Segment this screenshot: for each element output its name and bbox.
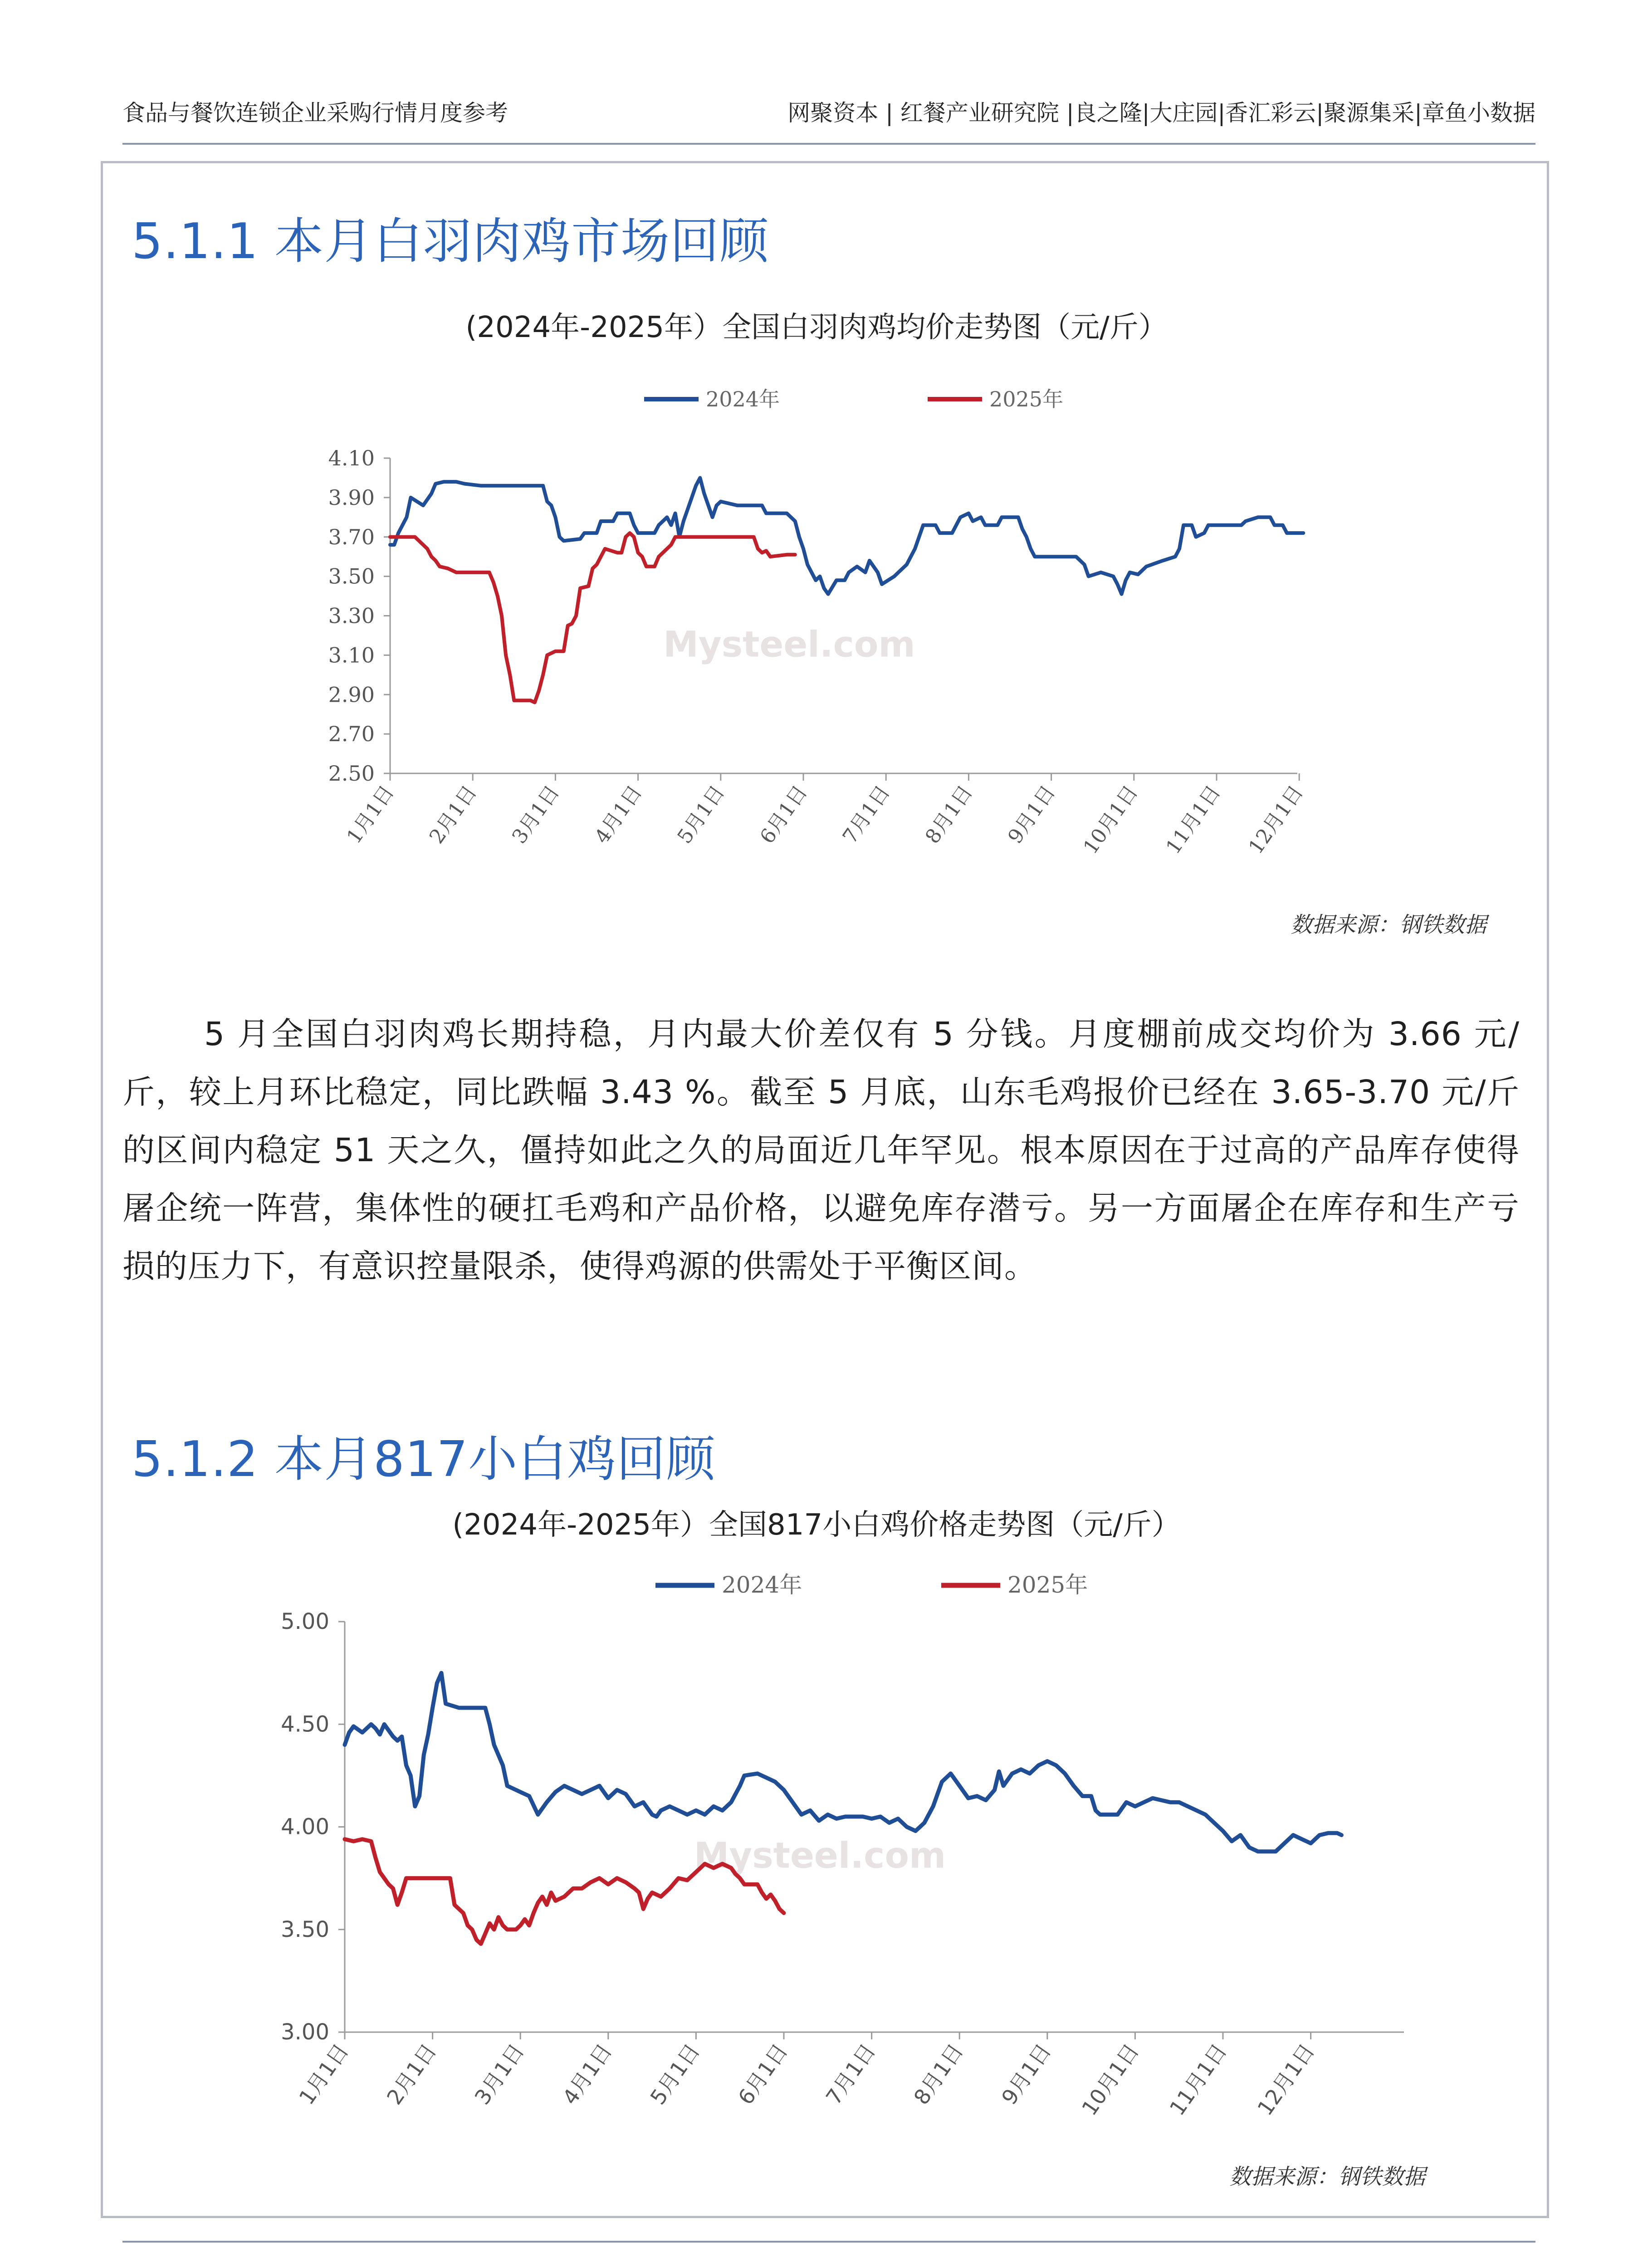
- x-tick-label: 6月1日: [733, 2039, 793, 2109]
- market-review-paragraph: 5 月全国白羽肉鸡长期持稳，月内最大价差仅有 5 分钱。月度棚前成交均价为 3.66 元/斤，较上月环比稳定，同比跌幅 3.43 %。截至 5 月底，山东毛鸡报价已经在 3.65-3.70 元/斤的区间内稳定 51 天之久，僵持如此之久的局面近几年罕见。根本原因在于过高的产品库存使得屠企统一阵营，集体性的硬扛毛鸡和产品价格，以避免库存潜亏。另一方面屠企在库存和生产亏损的压力下，有意识控量限杀，使得鸡源的供需处于平衡区间。: [122, 1015, 1520, 1285]
- x-tick-label: 10月1日: [1077, 2039, 1144, 2120]
- source-note-broiler: 数据来源：钢铁数据: [1291, 912, 1487, 938]
- section-heading-broiler: 5.1.1 本月白羽肉鸡市场回顾: [132, 213, 769, 270]
- y-tick-label: 3.70: [328, 524, 375, 549]
- y-tick-label: 2.50: [328, 761, 375, 786]
- x-tick-label: 3月1日: [469, 2039, 529, 2109]
- y-tick-label: 3.30: [328, 603, 375, 628]
- footer-rule: [122, 2241, 1535, 2243]
- x-tick-label: 3月1日: [508, 781, 564, 848]
- series-line-2024年: [345, 1673, 1341, 1852]
- section-heading-817: 5.1.2 本月817小白鸡回顾: [132, 1431, 716, 1488]
- x-tick-label: 11月1日: [1161, 781, 1226, 859]
- watermark: Mysteel.com: [663, 624, 915, 665]
- y-tick-label: 3.00: [281, 2019, 329, 2045]
- legend-label: 2024年: [722, 1572, 802, 1598]
- x-tick-label: 12月1日: [1252, 2039, 1320, 2120]
- y-tick-label: 2.70: [328, 722, 375, 747]
- x-tick-label: 5月1日: [645, 2039, 705, 2109]
- broiler-price-chart: [0, 376, 1633, 898]
- x-tick-label: 9月1日: [997, 2039, 1056, 2109]
- x-tick-label: 1月1日: [294, 2039, 354, 2109]
- x-tick-label: 8月1日: [921, 781, 978, 848]
- watermark: Mysteel.com: [694, 1835, 946, 1877]
- legend-label: 2025年: [989, 387, 1064, 411]
- x-tick-label: 6月1日: [755, 781, 812, 848]
- y-tick-label: 3.50: [328, 564, 375, 589]
- x-tick-label: 2月1日: [382, 2039, 441, 2109]
- x-tick-label: 1月1日: [342, 781, 399, 848]
- legend-label: 2025年: [1007, 1572, 1088, 1598]
- chart-title-broiler: (2024年-2025年）全国白羽肉鸡均价走势图（元/斤）: [465, 311, 1168, 344]
- y-tick-label: 4.10: [328, 446, 375, 470]
- x-tick-label: 9月1日: [1003, 781, 1060, 848]
- x-tick-label: 11月1日: [1164, 2039, 1232, 2120]
- x-tick-label: 5月1日: [673, 781, 729, 848]
- y-tick-label: 3.10: [328, 643, 375, 668]
- x-tick-label: 12月1日: [1244, 781, 1308, 859]
- y-tick-label: 4.00: [281, 1814, 329, 1840]
- x-tick-label: 10月1日: [1079, 781, 1143, 859]
- series-line-2025年: [390, 533, 795, 703]
- x-tick-label: 8月1日: [909, 2039, 968, 2109]
- x-tick-label: 7月1日: [838, 781, 895, 848]
- y-tick-label: 2.90: [328, 682, 375, 707]
- y-tick-label: 5.00: [281, 1609, 329, 1634]
- source-note-817: 数据来源：钢铁数据: [1229, 2164, 1426, 2190]
- x-tick-label: 4月1日: [590, 781, 647, 848]
- header-report-title: 食品与餐饮连锁企业采购行情月度参考: [122, 100, 508, 126]
- y-tick-label: 3.50: [281, 1916, 329, 1942]
- header-publishers: 网聚资本 | 红餐产业研究院 |良之隆|大庄园|香汇彩云|聚源集采|章鱼小数据: [787, 100, 1535, 126]
- series-line-2024年: [390, 478, 1303, 594]
- x-tick-label: 4月1日: [557, 2039, 617, 2109]
- header-rule: [122, 143, 1535, 145]
- x-tick-label: 7月1日: [821, 2039, 880, 2109]
- running-header: [122, 91, 1535, 132]
- x-tick-label: 2月1日: [425, 781, 482, 848]
- y-tick-label: 4.50: [281, 1711, 329, 1737]
- y-tick-label: 3.90: [328, 485, 375, 510]
- 817-chicken-price-chart: [0, 1556, 1633, 2146]
- chart-title-817: (2024年-2025年）全国817小白鸡价格走势图（元/斤）: [452, 1508, 1181, 1542]
- legend-label: 2024年: [706, 387, 780, 411]
